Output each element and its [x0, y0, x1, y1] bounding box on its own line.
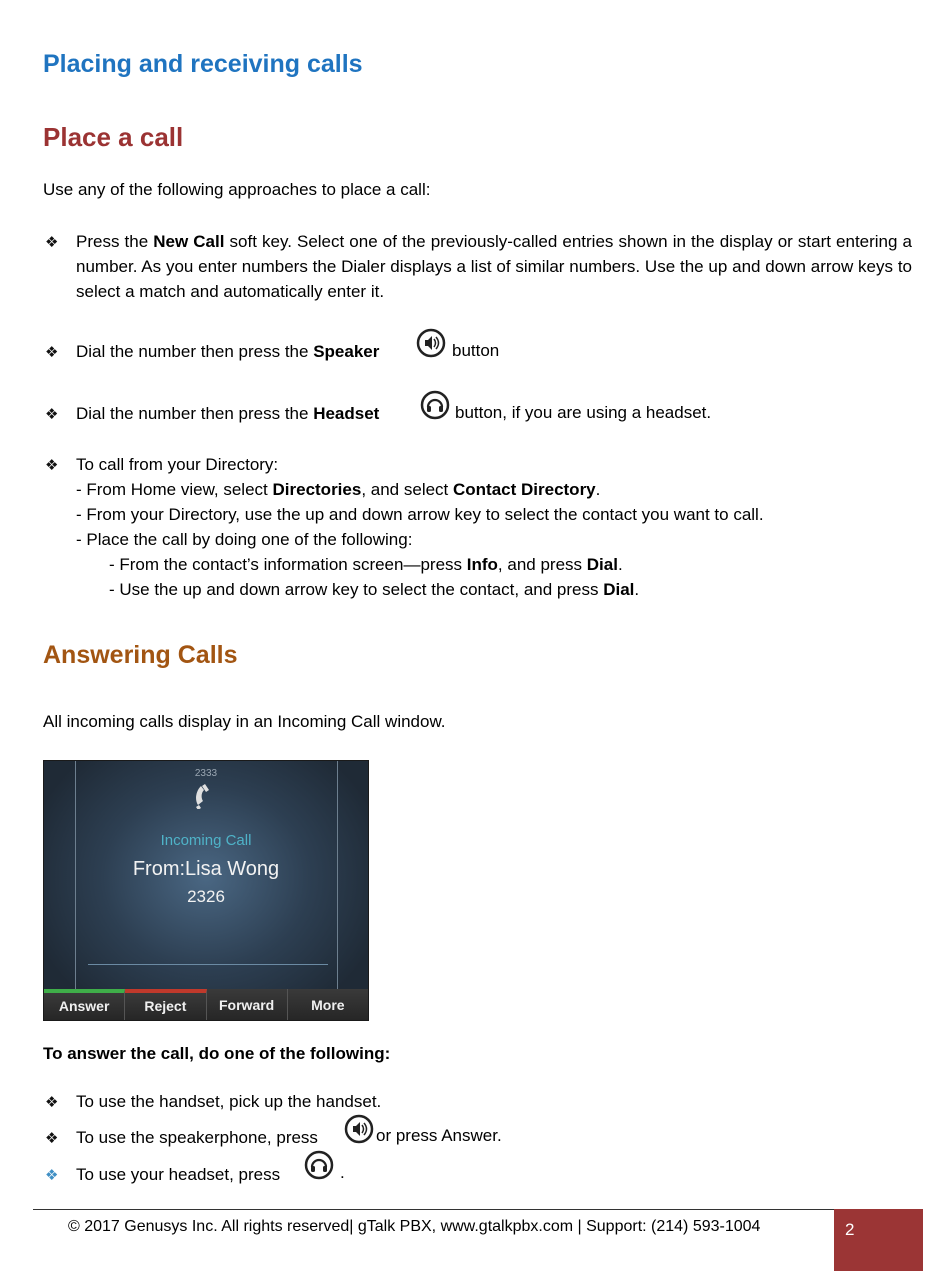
bold-text: Directories [272, 480, 362, 499]
text: , and press [497, 555, 587, 574]
headset-icon [304, 1150, 334, 1185]
bullet-speaker [76, 339, 379, 364]
reject-softkey[interactable]: Reject [125, 989, 206, 1020]
button-label: button [452, 341, 500, 360]
page-number-box [834, 1209, 923, 1271]
bullet-icon: ❖ [45, 406, 59, 423]
text: - Use the up and down arrow key to select the contact, and press [109, 580, 604, 599]
bullet-icon: ❖ [45, 1094, 59, 1111]
bold-text: Speaker [313, 342, 380, 361]
bullet-icon: ❖ [45, 234, 59, 251]
answering-intro: All incoming calls display in an Incoming Call window. [43, 712, 446, 731]
phone-handset-icon [190, 781, 216, 814]
extension-label: 2333 [194, 768, 218, 779]
directory-step-3: - Place the call by doing one of the following: [76, 530, 413, 549]
bold-text: Dial [603, 580, 635, 599]
bold-text: Contact Directory [453, 480, 596, 499]
place-intro: Use any of the following approaches to place a call: [43, 180, 431, 199]
text: , and select [361, 480, 453, 499]
text: . [634, 580, 640, 599]
answer-softkey[interactable]: Answer [44, 989, 125, 1020]
bullet-icon: ❖ [45, 344, 59, 361]
section-heading-place-call: Place a call [43, 122, 184, 152]
speaker-icon [344, 1114, 374, 1149]
bold-text: Info [466, 555, 498, 574]
page-title: Placing and receiving calls [43, 50, 363, 78]
incoming-call-label: Incoming Call [160, 832, 252, 849]
bold-text: Dial [586, 555, 618, 574]
text: - From the contact’s information screen—press [109, 555, 467, 574]
answer-headset-pre: To use your headset, press [76, 1165, 281, 1184]
directory-substep-2 [76, 577, 764, 602]
more-softkey[interactable]: More [288, 989, 368, 1020]
bullet-headset [76, 401, 379, 426]
text: . [595, 480, 601, 499]
footer-text: © 2017 Genusys Inc. All rights reserved| gTalk PBX, www.gtalkpbx.com | Support: (214) 593-1004 [68, 1218, 761, 1235]
text: Dial the number then press the [76, 404, 314, 423]
softkey-bar [44, 989, 368, 1020]
bold-text: Headset [313, 404, 380, 423]
answer-speakerphone-pre: To use the speakerphone, press [76, 1128, 318, 1147]
text: To call from your Directory: [76, 455, 279, 474]
text: Press the [76, 232, 154, 251]
bullet-icon: ❖ [45, 1167, 59, 1184]
forward-softkey[interactable]: Forward [207, 989, 288, 1020]
text: . [617, 555, 623, 574]
caller-number: 2326 [187, 887, 225, 906]
page-number: 2 [845, 1220, 855, 1239]
bullet-new-call [76, 229, 912, 304]
footer-divider [33, 1209, 834, 1210]
headset-icon [420, 390, 450, 425]
answer-instruction: To answer the call, do one of the following: [43, 1044, 391, 1063]
directory-step-1 [76, 477, 764, 502]
section-heading-answering: Answering Calls [43, 641, 238, 669]
speaker-icon [416, 328, 446, 363]
directory-substep-1 [76, 552, 764, 577]
answer-handset: To use the handset, pick up the handset. [76, 1092, 382, 1111]
answer-speakerphone-post: or press Answer. [376, 1126, 502, 1145]
text: button, if you are using a headset. [455, 403, 712, 422]
bullet-directory [76, 452, 764, 602]
divider [88, 964, 328, 965]
caller-name: From:Lisa Wong [132, 858, 280, 880]
text: - From Home view, select [76, 480, 273, 499]
bullet-icon: ❖ [45, 457, 59, 474]
incoming-call-screenshot [43, 760, 369, 1021]
answer-headset-post: . [340, 1163, 345, 1182]
directory-step-2: - From your Directory, use the up and down arrow key to select the contact you want to call. [76, 505, 764, 524]
bold-text: New Call [153, 232, 225, 251]
bullet-icon: ❖ [45, 1130, 59, 1147]
text: Dial the number then press the [76, 342, 314, 361]
text: soft key. Select one of the previously-called entries shown in the display or start entering a number. As you enter numbers the Dialer displays a list of similar numbers. Use the up and down arrow keys to select a match and automatically enter it. [76, 232, 912, 301]
